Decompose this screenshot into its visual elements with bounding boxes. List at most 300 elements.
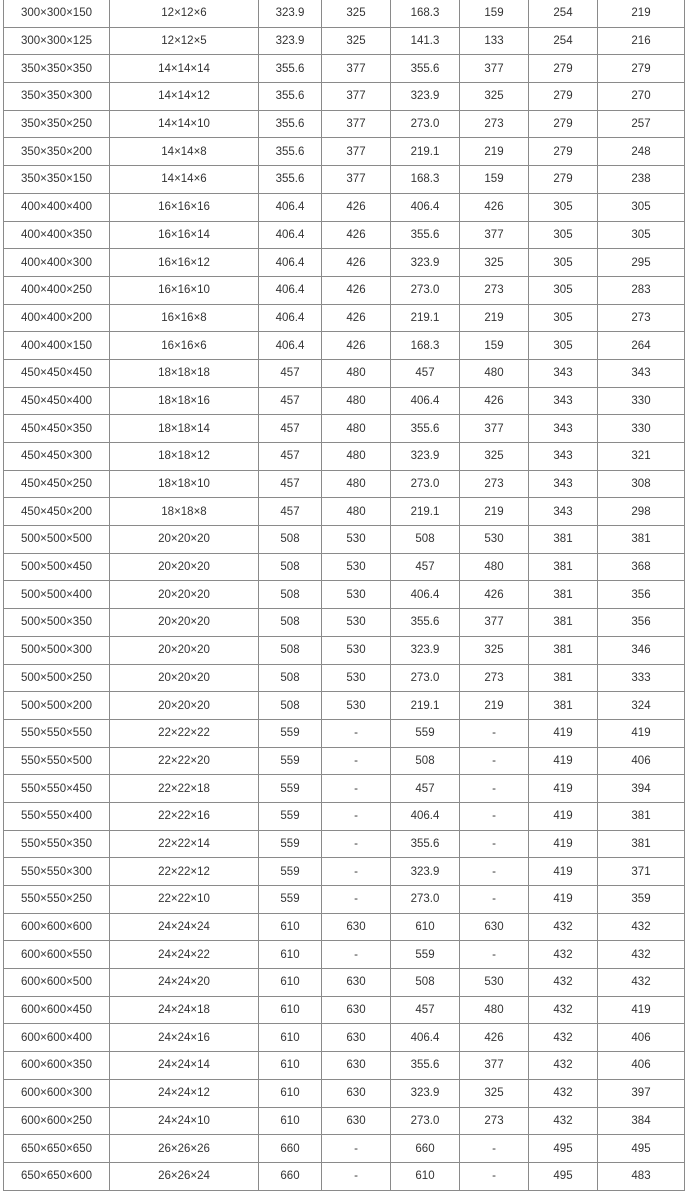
schedule-cell: 14×14×14 [110,55,259,83]
nominal-size-cell: 600×600×250 [4,1107,110,1135]
nominal-size-cell: 400×400×200 [4,304,110,332]
table-row [4,359,685,387]
branch-od-a-cell: 219.1 [391,138,460,166]
table-row [4,166,685,194]
branch-od-a-cell: 406.4 [391,193,460,221]
center-to-end-run-cell: 419 [529,802,598,830]
run-od-b-cell: - [322,1135,391,1163]
schedule-cell: 12×12×5 [110,27,259,55]
schedule-cell: 26×26×24 [110,1162,259,1190]
center-to-end-outlet-cell: 381 [598,526,685,554]
run-od-b-cell: 426 [322,304,391,332]
branch-od-a-cell: 273.0 [391,1107,460,1135]
run-od-a-cell: 559 [259,858,322,886]
center-to-end-outlet-cell: 321 [598,443,685,471]
schedule-cell: 20×20×20 [110,692,259,720]
schedule-cell: 22×22×16 [110,802,259,830]
table-row [4,276,685,304]
run-od-b-cell: 426 [322,221,391,249]
run-od-a-cell: 457 [259,498,322,526]
branch-od-a-cell: 406.4 [391,387,460,415]
run-od-a-cell: 660 [259,1162,322,1190]
table-row [4,443,685,471]
run-od-b-cell: 530 [322,664,391,692]
center-to-end-run-cell: 343 [529,470,598,498]
nominal-size-cell: 450×450×300 [4,443,110,471]
schedule-cell: 20×20×20 [110,664,259,692]
center-to-end-outlet-cell: 406 [598,1024,685,1052]
schedule-cell: 14×14×12 [110,83,259,111]
pipe-tee-dimension-table [3,0,685,1191]
table-row [4,1024,685,1052]
branch-od-b-cell: 325 [460,249,529,277]
center-to-end-run-cell: 343 [529,359,598,387]
nominal-size-cell: 500×500×200 [4,692,110,720]
table-row [4,1135,685,1163]
center-to-end-run-cell: 432 [529,913,598,941]
branch-od-b-cell: 159 [460,332,529,360]
center-to-end-outlet-cell: 257 [598,110,685,138]
run-od-b-cell: - [322,941,391,969]
center-to-end-run-cell: 432 [529,969,598,997]
schedule-cell: 22×22×20 [110,747,259,775]
branch-od-b-cell: - [460,719,529,747]
center-to-end-outlet-cell: 359 [598,886,685,914]
branch-od-b-cell: 426 [460,387,529,415]
run-od-a-cell: 559 [259,886,322,914]
table-row [4,581,685,609]
branch-od-b-cell: 159 [460,166,529,194]
center-to-end-outlet-cell: 432 [598,913,685,941]
branch-od-a-cell: 168.3 [391,332,460,360]
center-to-end-outlet-cell: 371 [598,858,685,886]
table-row [4,775,685,803]
run-od-b-cell: 426 [322,249,391,277]
branch-od-a-cell: 219.1 [391,498,460,526]
run-od-a-cell: 323.9 [259,27,322,55]
schedule-cell: 14×14×10 [110,110,259,138]
schedule-cell: 24×24×22 [110,941,259,969]
center-to-end-run-cell: 381 [529,609,598,637]
branch-od-a-cell: 457 [391,996,460,1024]
branch-od-b-cell: 273 [460,664,529,692]
center-to-end-outlet-cell: 216 [598,27,685,55]
branch-od-b-cell: 273 [460,1107,529,1135]
run-od-b-cell: 377 [322,138,391,166]
run-od-b-cell: 480 [322,470,391,498]
table-row [4,138,685,166]
table-row [4,609,685,637]
run-od-a-cell: 610 [259,1079,322,1107]
run-od-b-cell: - [322,830,391,858]
nominal-size-cell: 450×450×250 [4,470,110,498]
run-od-a-cell: 406.4 [259,304,322,332]
run-od-b-cell: 426 [322,193,391,221]
table-row [4,110,685,138]
center-to-end-run-cell: 305 [529,276,598,304]
run-od-a-cell: 559 [259,830,322,858]
table-row [4,719,685,747]
center-to-end-run-cell: 419 [529,858,598,886]
branch-od-a-cell: 168.3 [391,0,460,27]
center-to-end-outlet-cell: 368 [598,553,685,581]
branch-od-b-cell: 159 [460,0,529,27]
schedule-cell: 16×16×12 [110,249,259,277]
branch-od-b-cell: - [460,1135,529,1163]
run-od-a-cell: 457 [259,443,322,471]
branch-od-b-cell: - [460,886,529,914]
schedule-cell: 24×24×14 [110,1052,259,1080]
nominal-size-cell: 650×650×600 [4,1162,110,1190]
run-od-b-cell: 630 [322,1052,391,1080]
center-to-end-run-cell: 343 [529,387,598,415]
branch-od-b-cell: 630 [460,913,529,941]
center-to-end-outlet-cell: 381 [598,830,685,858]
run-od-a-cell: 457 [259,359,322,387]
nominal-size-cell: 600×600×500 [4,969,110,997]
run-od-b-cell: - [322,747,391,775]
run-od-a-cell: 508 [259,664,322,692]
run-od-b-cell: 480 [322,359,391,387]
table-row [4,1079,685,1107]
run-od-b-cell: - [322,775,391,803]
branch-od-a-cell: 355.6 [391,221,460,249]
branch-od-a-cell: 406.4 [391,1024,460,1052]
run-od-a-cell: 508 [259,581,322,609]
branch-od-a-cell: 141.3 [391,27,460,55]
nominal-size-cell: 600×600×350 [4,1052,110,1080]
schedule-cell: 14×14×6 [110,166,259,194]
center-to-end-run-cell: 432 [529,1107,598,1135]
center-to-end-outlet-cell: 343 [598,359,685,387]
table-row [4,1162,685,1190]
center-to-end-run-cell: 432 [529,1024,598,1052]
branch-od-b-cell: 426 [460,1024,529,1052]
nominal-size-cell: 350×350×300 [4,83,110,111]
center-to-end-outlet-cell: 283 [598,276,685,304]
center-to-end-run-cell: 419 [529,747,598,775]
center-to-end-outlet-cell: 356 [598,581,685,609]
branch-od-b-cell: 530 [460,526,529,554]
run-od-a-cell: 559 [259,775,322,803]
run-od-b-cell: 426 [322,332,391,360]
center-to-end-run-cell: 343 [529,498,598,526]
center-to-end-run-cell: 381 [529,581,598,609]
branch-od-a-cell: 355.6 [391,1052,460,1080]
center-to-end-outlet-cell: 406 [598,1052,685,1080]
run-od-b-cell: 530 [322,526,391,554]
center-to-end-run-cell: 254 [529,0,598,27]
center-to-end-run-cell: 419 [529,775,598,803]
run-od-b-cell: 630 [322,913,391,941]
schedule-cell: 22×22×14 [110,830,259,858]
run-od-b-cell: 480 [322,387,391,415]
schedule-cell: 20×20×20 [110,526,259,554]
branch-od-a-cell: 355.6 [391,609,460,637]
schedule-cell: 18×18×14 [110,415,259,443]
branch-od-a-cell: 323.9 [391,1079,460,1107]
table-row [4,27,685,55]
center-to-end-outlet-cell: 219 [598,0,685,27]
nominal-size-cell: 500×500×400 [4,581,110,609]
run-od-b-cell: 530 [322,636,391,664]
center-to-end-outlet-cell: 406 [598,747,685,775]
nominal-size-cell: 450×450×400 [4,387,110,415]
branch-od-b-cell: 325 [460,443,529,471]
nominal-size-cell: 350×350×350 [4,55,110,83]
table-row [4,83,685,111]
branch-od-b-cell: 480 [460,996,529,1024]
nominal-size-cell: 600×600×450 [4,996,110,1024]
nominal-size-cell: 350×350×250 [4,110,110,138]
run-od-a-cell: 508 [259,526,322,554]
table-row [4,1052,685,1080]
center-to-end-outlet-cell: 295 [598,249,685,277]
center-to-end-run-cell: 305 [529,193,598,221]
run-od-a-cell: 355.6 [259,138,322,166]
table-row [4,387,685,415]
table-row [4,193,685,221]
branch-od-a-cell: 273.0 [391,886,460,914]
center-to-end-run-cell: 279 [529,166,598,194]
branch-od-a-cell: 508 [391,526,460,554]
schedule-cell: 20×20×20 [110,609,259,637]
center-to-end-run-cell: 305 [529,304,598,332]
run-od-b-cell: 377 [322,110,391,138]
center-to-end-outlet-cell: 324 [598,692,685,720]
nominal-size-cell: 400×400×350 [4,221,110,249]
center-to-end-outlet-cell: 381 [598,802,685,830]
table-row [4,0,685,27]
center-to-end-run-cell: 279 [529,138,598,166]
run-od-b-cell: 530 [322,609,391,637]
run-od-a-cell: 610 [259,969,322,997]
nominal-size-cell: 550×550×250 [4,886,110,914]
branch-od-a-cell: 457 [391,553,460,581]
nominal-size-cell: 400×400×150 [4,332,110,360]
run-od-b-cell: - [322,1162,391,1190]
branch-od-a-cell: 168.3 [391,166,460,194]
run-od-a-cell: 559 [259,719,322,747]
branch-od-b-cell: 480 [460,553,529,581]
center-to-end-run-cell: 279 [529,110,598,138]
center-to-end-run-cell: 432 [529,996,598,1024]
run-od-a-cell: 610 [259,941,322,969]
nominal-size-cell: 600×600×550 [4,941,110,969]
branch-od-b-cell: 377 [460,1052,529,1080]
center-to-end-run-cell: 419 [529,719,598,747]
nominal-size-cell: 500×500×350 [4,609,110,637]
run-od-b-cell: 480 [322,498,391,526]
center-to-end-run-cell: 381 [529,553,598,581]
nominal-size-cell: 550×550×550 [4,719,110,747]
branch-od-a-cell: 559 [391,719,460,747]
schedule-cell: 22×22×18 [110,775,259,803]
nominal-size-cell: 400×400×300 [4,249,110,277]
center-to-end-run-cell: 495 [529,1162,598,1190]
branch-od-a-cell: 508 [391,969,460,997]
center-to-end-outlet-cell: 264 [598,332,685,360]
branch-od-b-cell: 325 [460,83,529,111]
run-od-b-cell: - [322,886,391,914]
nominal-size-cell: 450×450×200 [4,498,110,526]
table-row [4,747,685,775]
schedule-cell: 22×22×10 [110,886,259,914]
branch-od-b-cell: 273 [460,470,529,498]
branch-od-a-cell: 323.9 [391,83,460,111]
branch-od-b-cell: 273 [460,110,529,138]
table-row [4,526,685,554]
run-od-a-cell: 610 [259,996,322,1024]
center-to-end-run-cell: 495 [529,1135,598,1163]
branch-od-b-cell: - [460,941,529,969]
center-to-end-outlet-cell: 298 [598,498,685,526]
table-row [4,415,685,443]
nominal-size-cell: 600×600×300 [4,1079,110,1107]
nominal-size-cell: 300×300×125 [4,27,110,55]
branch-od-b-cell: - [460,858,529,886]
schedule-cell: 18×18×8 [110,498,259,526]
center-to-end-outlet-cell: 305 [598,193,685,221]
center-to-end-outlet-cell: 346 [598,636,685,664]
branch-od-a-cell: 406.4 [391,581,460,609]
run-od-a-cell: 323.9 [259,0,322,27]
center-to-end-run-cell: 432 [529,941,598,969]
center-to-end-run-cell: 343 [529,415,598,443]
run-od-a-cell: 355.6 [259,83,322,111]
schedule-cell: 16×16×6 [110,332,259,360]
branch-od-a-cell: 323.9 [391,443,460,471]
branch-od-b-cell: 426 [460,193,529,221]
center-to-end-outlet-cell: 248 [598,138,685,166]
branch-od-a-cell: 219.1 [391,692,460,720]
center-to-end-run-cell: 432 [529,1052,598,1080]
branch-od-b-cell: 325 [460,636,529,664]
run-od-a-cell: 508 [259,553,322,581]
table-row [4,221,685,249]
schedule-cell: 26×26×26 [110,1135,259,1163]
table-row [4,886,685,914]
run-od-b-cell: 630 [322,1024,391,1052]
branch-od-b-cell: 219 [460,692,529,720]
run-od-a-cell: 508 [259,636,322,664]
branch-od-a-cell: 355.6 [391,830,460,858]
schedule-cell: 24×24×20 [110,969,259,997]
branch-od-a-cell: 610 [391,1162,460,1190]
run-od-b-cell: 377 [322,83,391,111]
run-od-b-cell: 630 [322,1079,391,1107]
nominal-size-cell: 400×400×400 [4,193,110,221]
nominal-size-cell: 650×650×650 [4,1135,110,1163]
center-to-end-outlet-cell: 397 [598,1079,685,1107]
center-to-end-outlet-cell: 384 [598,1107,685,1135]
branch-od-b-cell: 219 [460,498,529,526]
run-od-a-cell: 660 [259,1135,322,1163]
run-od-a-cell: 610 [259,1052,322,1080]
run-od-b-cell: 630 [322,969,391,997]
table-row [4,858,685,886]
run-od-a-cell: 406.4 [259,193,322,221]
run-od-b-cell: - [322,802,391,830]
branch-od-a-cell: 559 [391,941,460,969]
schedule-cell: 16×16×16 [110,193,259,221]
schedule-cell: 22×22×22 [110,719,259,747]
run-od-a-cell: 457 [259,470,322,498]
table-row [4,969,685,997]
table-row [4,332,685,360]
center-to-end-outlet-cell: 432 [598,941,685,969]
schedule-cell: 18×18×12 [110,443,259,471]
run-od-b-cell: 426 [322,276,391,304]
nominal-size-cell: 550×550×350 [4,830,110,858]
branch-od-b-cell: 377 [460,55,529,83]
nominal-size-cell: 500×500×250 [4,664,110,692]
nominal-size-cell: 300×300×150 [4,0,110,27]
nominal-size-cell: 500×500×500 [4,526,110,554]
branch-od-b-cell: 377 [460,415,529,443]
center-to-end-run-cell: 381 [529,526,598,554]
center-to-end-outlet-cell: 432 [598,969,685,997]
center-to-end-outlet-cell: 273 [598,304,685,332]
center-to-end-outlet-cell: 330 [598,415,685,443]
table-row [4,802,685,830]
branch-od-b-cell: - [460,747,529,775]
run-od-b-cell: 630 [322,1107,391,1135]
schedule-cell: 18×18×18 [110,359,259,387]
run-od-a-cell: 508 [259,692,322,720]
branch-od-b-cell: 426 [460,581,529,609]
schedule-cell: 20×20×20 [110,581,259,609]
schedule-cell: 24×24×16 [110,1024,259,1052]
branch-od-b-cell: 530 [460,969,529,997]
run-od-a-cell: 355.6 [259,110,322,138]
run-od-b-cell: 530 [322,692,391,720]
branch-od-a-cell: 323.9 [391,249,460,277]
schedule-cell: 20×20×20 [110,553,259,581]
nominal-size-cell: 450×450×350 [4,415,110,443]
run-od-a-cell: 355.6 [259,55,322,83]
center-to-end-outlet-cell: 305 [598,221,685,249]
nominal-size-cell: 350×350×150 [4,166,110,194]
center-to-end-outlet-cell: 330 [598,387,685,415]
schedule-cell: 24×24×24 [110,913,259,941]
branch-od-b-cell: 377 [460,609,529,637]
center-to-end-run-cell: 254 [529,27,598,55]
branch-od-a-cell: 273.0 [391,110,460,138]
branch-od-a-cell: 508 [391,747,460,775]
center-to-end-run-cell: 381 [529,664,598,692]
schedule-cell: 24×24×12 [110,1079,259,1107]
nominal-size-cell: 600×600×600 [4,913,110,941]
branch-od-b-cell: 325 [460,1079,529,1107]
run-od-b-cell: 530 [322,553,391,581]
branch-od-a-cell: 610 [391,913,460,941]
nominal-size-cell: 600×600×400 [4,1024,110,1052]
table-row [4,913,685,941]
table-row [4,304,685,332]
table-row [4,664,685,692]
nominal-size-cell: 350×350×200 [4,138,110,166]
branch-od-b-cell: 219 [460,304,529,332]
schedule-cell: 16×16×8 [110,304,259,332]
table-row [4,553,685,581]
center-to-end-run-cell: 432 [529,1079,598,1107]
run-od-a-cell: 610 [259,913,322,941]
branch-od-a-cell: 457 [391,359,460,387]
nominal-size-cell: 550×550×500 [4,747,110,775]
table-row [4,996,685,1024]
branch-od-b-cell: 377 [460,221,529,249]
